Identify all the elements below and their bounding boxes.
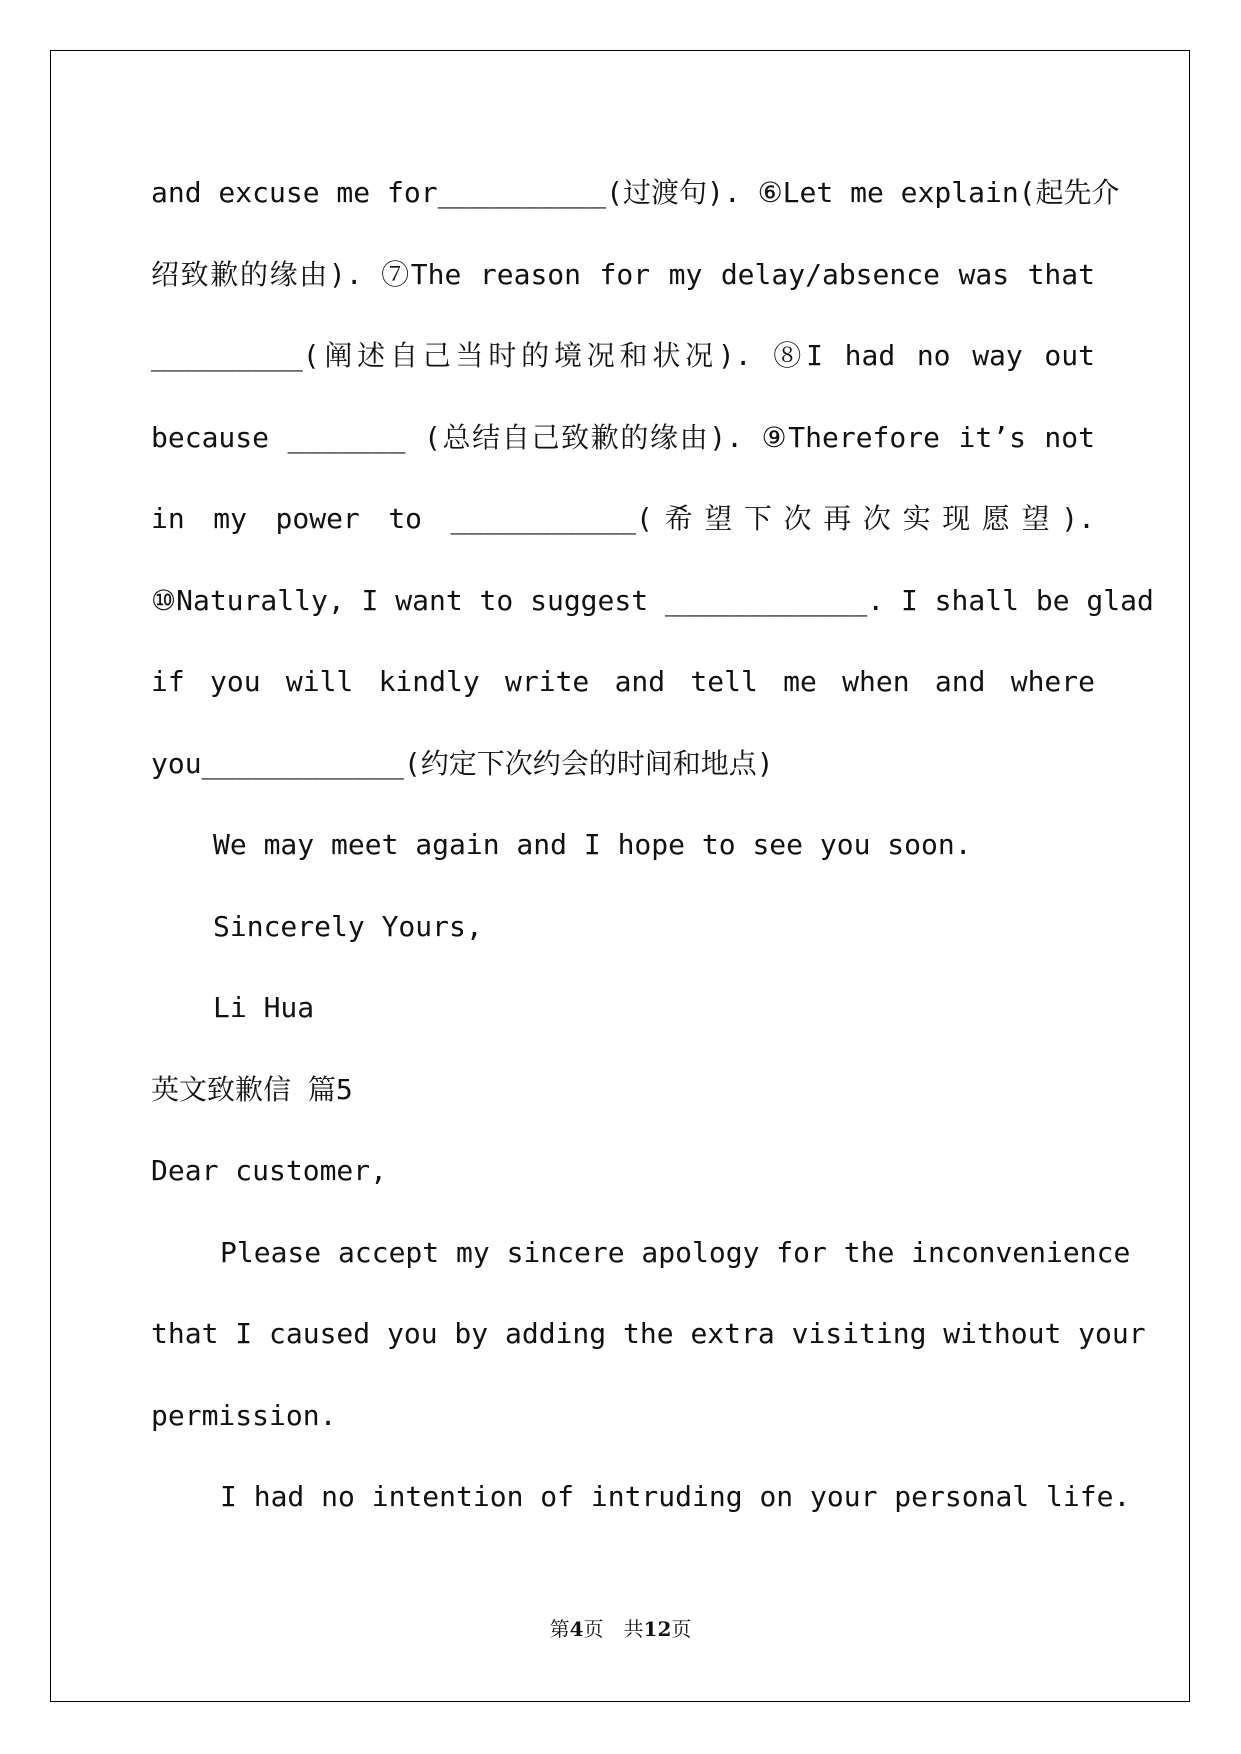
footer-mid: 页 共 <box>583 1617 644 1641</box>
text-line: Please accept my sincere apology for the inconvenience <box>220 1235 1131 1269</box>
text-line: because _______ (总结自己致歉的缘由). ⑨Therefore it’s not <box>151 420 1095 454</box>
footer-prefix: 第 <box>549 1617 570 1641</box>
text-line: 绍致歉的缘由). ⑦The reason for my delay/absence was that <box>151 257 1095 291</box>
text-line: and excuse me for__________(过渡句). ⑥Let me explain(起先介 <box>151 176 1120 209</box>
section-heading: 英文致歉信 篇5 <box>151 1072 353 1106</box>
footer-total-pages: 12 <box>643 1617 672 1641</box>
text-line: _________(阐述自己当时的境况和状况). ⑧I had no way out <box>151 339 1095 372</box>
closing-sign-off: Sincerely Yours, <box>213 909 483 943</box>
text-line: I had no intention of intruding on your personal life. <box>220 1480 1131 1513</box>
text-line: you____________(约定下次约会的时间和地点) <box>151 746 774 780</box>
closing-line: We may meet again and I hope to see you soon. <box>213 828 972 861</box>
footer-page-number: 4 <box>569 1617 584 1641</box>
text-line: ⑩Naturally, I want to suggest ____________. I shall be glad <box>151 583 1154 617</box>
salutation: Dear customer, <box>151 1154 388 1187</box>
document-body <box>151 165 1154 1551</box>
text-line: if you will kindly write and tell me when and where <box>151 665 1095 698</box>
text-line: permission. <box>151 1398 337 1432</box>
signature-name: Li Hua <box>213 991 315 1024</box>
page-footer <box>0 1613 1241 1642</box>
footer-suffix: 页 <box>671 1617 692 1641</box>
text-line: that I caused you by adding the extra visiting without your <box>151 1317 1146 1350</box>
text-line: in my power to ___________(希望下次再次实现愿望). <box>151 502 1095 535</box>
